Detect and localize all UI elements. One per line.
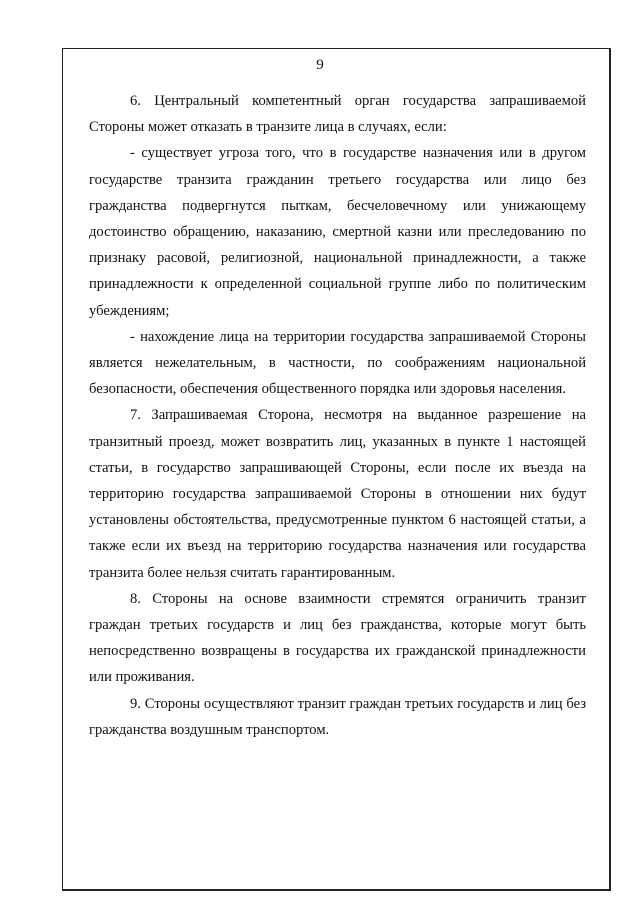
paragraph-clause-6-item-1: - существует угроза того, что в государстве назначения или в другом государстве транзита гражданин третьего государства или лицо без гражданства подвергнутся пыткам, бесчеловечному или унижающему достоинство обращению, наказанию, смертной казни или преследованию по признаку расовой, религиозной, национальной принадлежности, а также принадлежности к определенной социальной группе либо по политическим убеждениям;: [89, 145, 586, 319]
paragraph-clause-9: 9. Стороны осуществляют транзит граждан третьих государств и лиц без гражданства воздушным транспортом.: [89, 695, 586, 738]
paragraph-clause-6: 6. Центральный компетентный орган государства запрашиваемой Стороны может отказать в транзите лица в случаях, если:: [89, 93, 586, 136]
page-number: 9: [316, 57, 324, 73]
paragraph-clause-7: 7. Запрашиваемая Сторона, несмотря на выданное разрешение на транзитный проезд, может возвратить лиц, указанных в пункте 1 настоящей статьи, в государство запрашивающей Стороны, если после их въезда на территорию государства запрашиваемой Стороны в отношении них будут установлены обстоятельства, предусмотренные пунктом 6 настоящей статьи, а также если их въезд на территорию государства назначения или государства транзита более нельзя считать гарантированным.: [89, 407, 586, 581]
paragraph-clause-6-item-2: - нахождение лица на территории государства запрашиваемой Стороны является нежелательным, в частности, по соображениям национальной безопасности, обеспечения общественного порядка или здоровья населения.: [89, 328, 586, 398]
paragraph-clause-8: 8. Стороны на основе взаимности стремятся ограничить транзит граждан третьих государств и лиц без гражданства, которые могут быть непосредственно возвращены в государства их гражданской принадлежности или проживания.: [89, 590, 586, 686]
document-body: [89, 88, 586, 743]
